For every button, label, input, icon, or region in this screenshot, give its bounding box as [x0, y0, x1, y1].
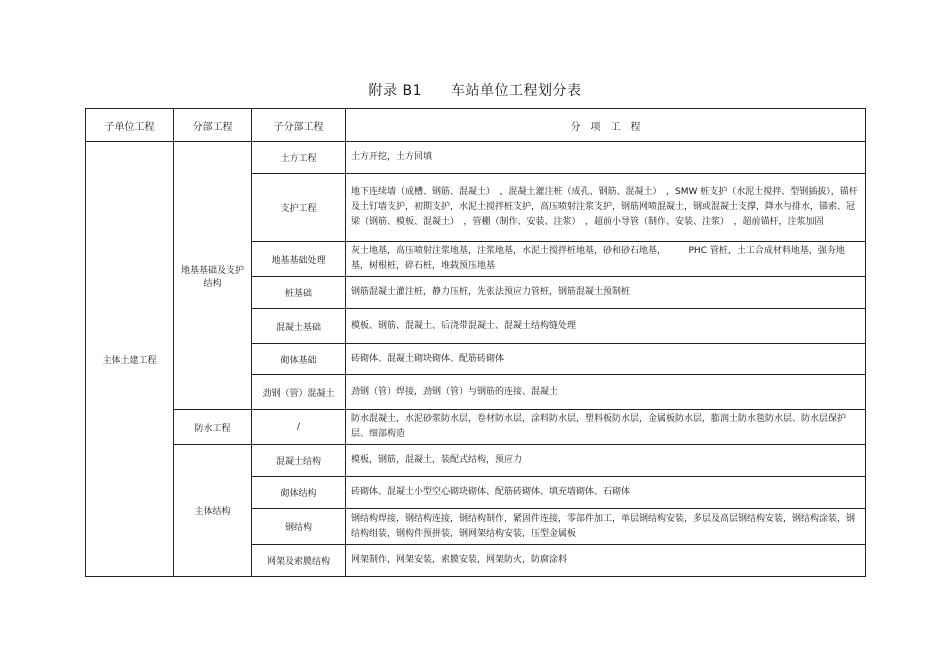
header-division: 分部工程: [174, 109, 252, 142]
items-cell: 土方开挖，土方回填: [346, 142, 866, 174]
sub-division-cell: 钢结构: [252, 509, 346, 545]
items-cell: 劲钢（管）焊接，劲钢（管）与钢筋的连接、混凝土: [346, 375, 866, 410]
sub-unit-cell: 主体土建工程: [86, 142, 174, 577]
items-cell: 钢筋混凝土灌注桩，静力压桩，先张法预应力管桩，钢筋混凝土预制桩: [346, 277, 866, 309]
sub-division-cell: 混凝土基础: [252, 309, 346, 344]
items-cell: 砖砌体、混凝土砌块砌体、配筋砖砌体: [346, 344, 866, 375]
header-items: 分 项 工 程: [346, 109, 866, 142]
sub-division-cell: 桩基础: [252, 277, 346, 309]
items-cell: 网架制作，网架安装，索膜安装，网架防火，防腐涂料: [346, 545, 866, 577]
items-cell: 砖砌体、混凝土小型空心砌块砌体、配筋砖砌体、填充墙砌体、石砌体: [346, 477, 866, 509]
sub-division-cell: 地基基础处理: [252, 242, 346, 277]
items-cell: 模板、钢筋、混凝土、后浇带混凝土、混凝土结构缝处理: [346, 309, 866, 344]
sub-division-cell: /: [252, 410, 346, 445]
sub-division-cell: 砌体结构: [252, 477, 346, 509]
page-title: 附录 B1 车站单位工程划分表: [368, 83, 582, 99]
items-cell: 钢结构焊接，钢结构连接，钢结构制作，紧固件连接，零部件加工，单层钢结构安装，多层及高层钢结构安装，钢结构涂装，钢结构组装，钢构件预拼装，钢网架结构安装，压型金属板: [346, 509, 866, 545]
division-cell: 地基基础及支护结构: [174, 142, 252, 410]
header-sub-unit: 子单位工程: [86, 109, 174, 142]
items-cell: 模板，钢筋，混凝土，装配式结构，预应力: [346, 445, 866, 477]
sub-division-cell: 劲钢（管）混凝土: [252, 375, 346, 410]
items-cell: 灰土地基，高压喷射注浆地基，注浆地基，水泥土搅拌桩地基，砂和砂石地基， PHC 管桩，土工合成材料地基，强夯地基，树根桩，碎石桩，堆载预压地基: [346, 242, 866, 277]
items-cell: 防水混凝土，水泥砂浆防水层，卷材防水层，涂料防水层，塑料板防水层，金属板防水层，膨润土防水毯防水层、防水层保护层、细部构造: [346, 410, 866, 445]
sub-division-cell: 混凝土结构: [252, 445, 346, 477]
table-row: [86, 410, 866, 445]
header-sub-division: 子分部工程: [252, 109, 346, 142]
table-row: [86, 445, 866, 477]
sub-division-cell: 砌体基础: [252, 344, 346, 375]
division-cell: 主体结构: [174, 445, 252, 577]
division-cell: 防水工程: [174, 410, 252, 445]
sub-division-cell: 支护工程: [252, 174, 346, 242]
items-cell: 地下连续墙（成槽、钢筋、混凝土） ，混凝土灌注桩（成孔、钢筋、混凝土） ，SMW 桩支护（水泥土搅拌、型钢插拔），锚杆及土钉墙支护，初期支护，水泥土搅拌桩支护，高压喷射注浆支护，钢筋网喷混凝土，钢或混凝土支撑，降水与排水，锚索、冠梁（钢筋、模板、混凝土） ，管棚（制作、安装、注浆） ，超前小导管（制作、安装、注浆） ，超前锚杆，注浆加固: [346, 174, 866, 242]
table-row: [86, 142, 866, 174]
sub-division-cell: 土方工程: [252, 142, 346, 174]
sub-division-cell: 网架及索膜结构: [252, 545, 346, 577]
table-header-row: [86, 109, 866, 142]
division-table: [85, 108, 866, 577]
